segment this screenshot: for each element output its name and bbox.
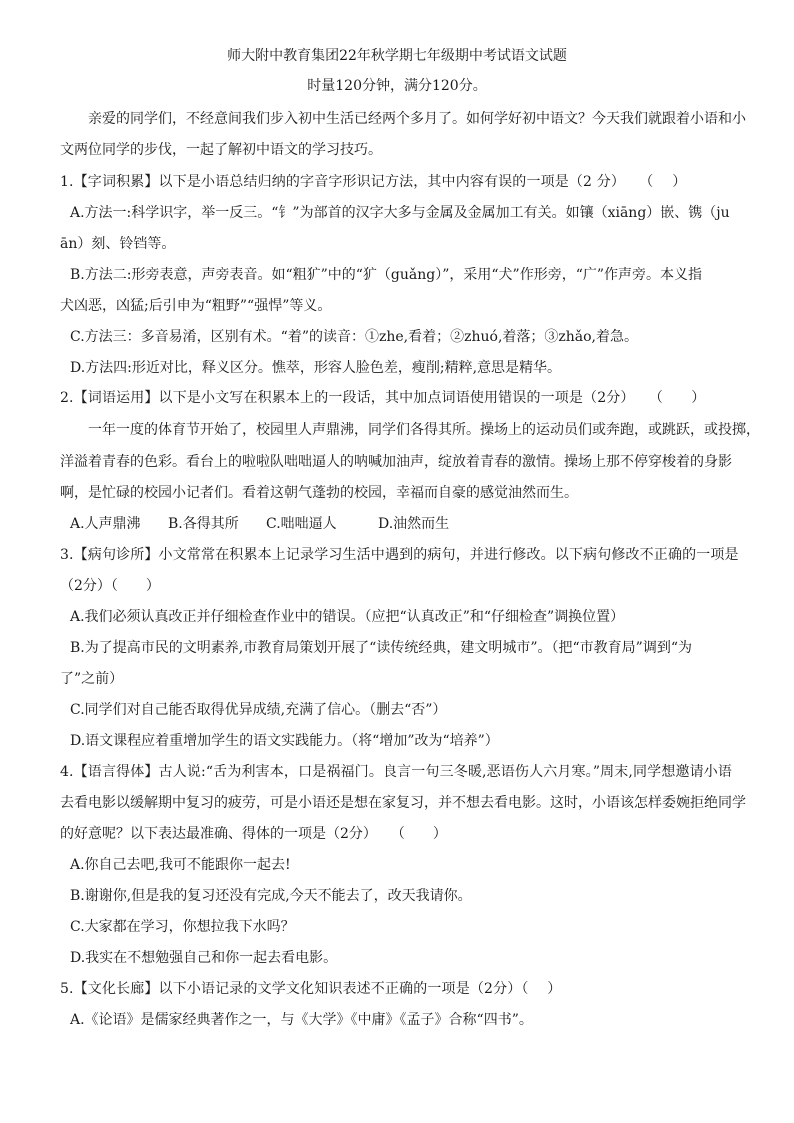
question-3-stem-line-2: （2分）（ ） — [60, 578, 160, 594]
q1-option-a-line-2: ān）刻、铃铛等。 — [60, 236, 176, 252]
q2-passage-line-2: 洋溢着青春的色彩。看台上的啦啦队咄咄逼人的呐喊加油声，绽放着青春的激情。操场上那不停穿梭着的身影 — [60, 454, 732, 470]
q1-option-c: C.方法三：多音易淆，区别有术。“着”的读音：①zhe,看着；②zhuó,着落；③zhǎo,着急。 — [70, 329, 639, 345]
q2-option-c: C.咄咄逼人 — [266, 516, 337, 532]
question-4-stem-line-3: 的好意呢？以下表达最准确、得体的一项是（2分） （ ） — [60, 826, 447, 842]
question-2-stem: 2.【词语运用】以下是小文写在积累本上的一段话，其中加点词语使用错误的一项是（2分） （ ） — [60, 390, 706, 406]
q1-option-a-line-1: A.方法一:科学识字，举一反三。“钅”为部首的汉字大多与金属及金属加工有关。如镶（xiāng）嵌、镌（ju — [70, 205, 730, 221]
question-5-stem: 5.【文化长廊】以下小语记录的文学文化知识表述不正确的一项是（2分）（ ） — [60, 981, 562, 997]
question-1-stem: 1.【字词积累】以下是小语总结归纳的字音字形识记方法，其中内容有误的一项是（2 分） （ ） — [60, 174, 687, 190]
q4-option-b: B.谢谢你,但是我的复习还没有完成,今天不能去了，改天我请你。 — [70, 888, 472, 904]
q1-option-d: D.方法四:形近对比，释义区分。憔萃，形容人脸色差，瘦削;精粹,意思是精华。 — [70, 360, 562, 376]
q2-option-a: A.人声鼎沸 — [70, 516, 141, 532]
q5-option-a: A.《论语》是儒家经典著作之一，与《大学》《中庸》《孟子》合称“四书”。 — [70, 1012, 533, 1028]
q4-option-a: A.你自己去吧,我可不能跟你一起去! — [70, 857, 291, 873]
q3-option-a: A.我们必须认真改正并仔细检查作业中的错误。（应把“认真改正”和“仔细检查”调换位置） — [70, 609, 625, 625]
q2-passage-line-3: 啊，是忙碌的校园小记者们。看着这朝气蓬勃的校园，幸福而自豪的感觉油然而生。 — [60, 485, 578, 501]
q1-option-b-line-2: 犬凶恶，凶猛;后引申为“粗野”“强悍”等义。 — [60, 298, 332, 314]
q3-option-b-line-1: B.为了提高市民的文明素养,市教育局策划开展了“读传统经典，建文明城市”。（把“市教育局”调到“为 — [70, 640, 692, 656]
page-title: 师大附中教育集团22年秋学期七年级期中考试语文试题 — [227, 48, 567, 64]
q2-option-d: D.油然而生 — [378, 516, 450, 532]
q2-passage-line-1: 一年一度的体育节开始了，校园里人声鼎沸，同学们各得其所。操场上的运动员们或奔跑，或跳跃，或投掷， — [88, 422, 760, 438]
q3-option-b-line-2: 了”之前） — [60, 671, 124, 687]
intro-line-2: 文两位同学的步伐，一起了解初中语文的学习技巧。 — [60, 142, 382, 158]
page-subtitle: 时量120分钟，满分120分。 — [307, 78, 487, 94]
q4-option-d: D.我实在不想勉强自己和你一起去看电影。 — [70, 950, 338, 966]
q4-option-c: C.大家都在学习，你想拉我下水吗？ — [70, 919, 295, 935]
q2-option-b: B.各得其所 — [168, 516, 239, 532]
question-4-stem-line-1: 4.【语言得体】古人说:“舌为利害本，口是祸福门。良言一句三冬暖,恶语伤人六月寒。”周末,同学想邀请小语 — [60, 764, 733, 780]
q3-option-c: C.同学们对自己能否取得优异成绩,充满了信心。（删去“否”） — [70, 702, 447, 718]
q3-option-d: D.语文课程应着重增加学生的语文实践能力。（将“增加”改为“培养”） — [70, 733, 499, 749]
question-3-stem-line-1: 3.【病句诊所】小文常常在积累本上记录学习生活中遇到的病句，并进行修改。以下病句修改不正确的一项是 — [60, 547, 739, 563]
q1-option-b-line-1: B.方法二:形旁表意，声旁表音。如“粗犷”中的“犷（guǎng）”，采用“犬”作形旁，“广”作声旁。本义指 — [70, 267, 703, 283]
question-4-stem-line-2: 去看电影以缓解期中复习的疲劳，可是小语还是想在家复习，并不想去看电影。这时，小语该怎样委婉拒绝同学 — [60, 795, 746, 811]
intro-line-1: 亲爱的同学们，不经意间我们步入初中生活已经两个多月了。如何学好初中语文？今天我们就跟着小语和小 — [88, 111, 746, 127]
